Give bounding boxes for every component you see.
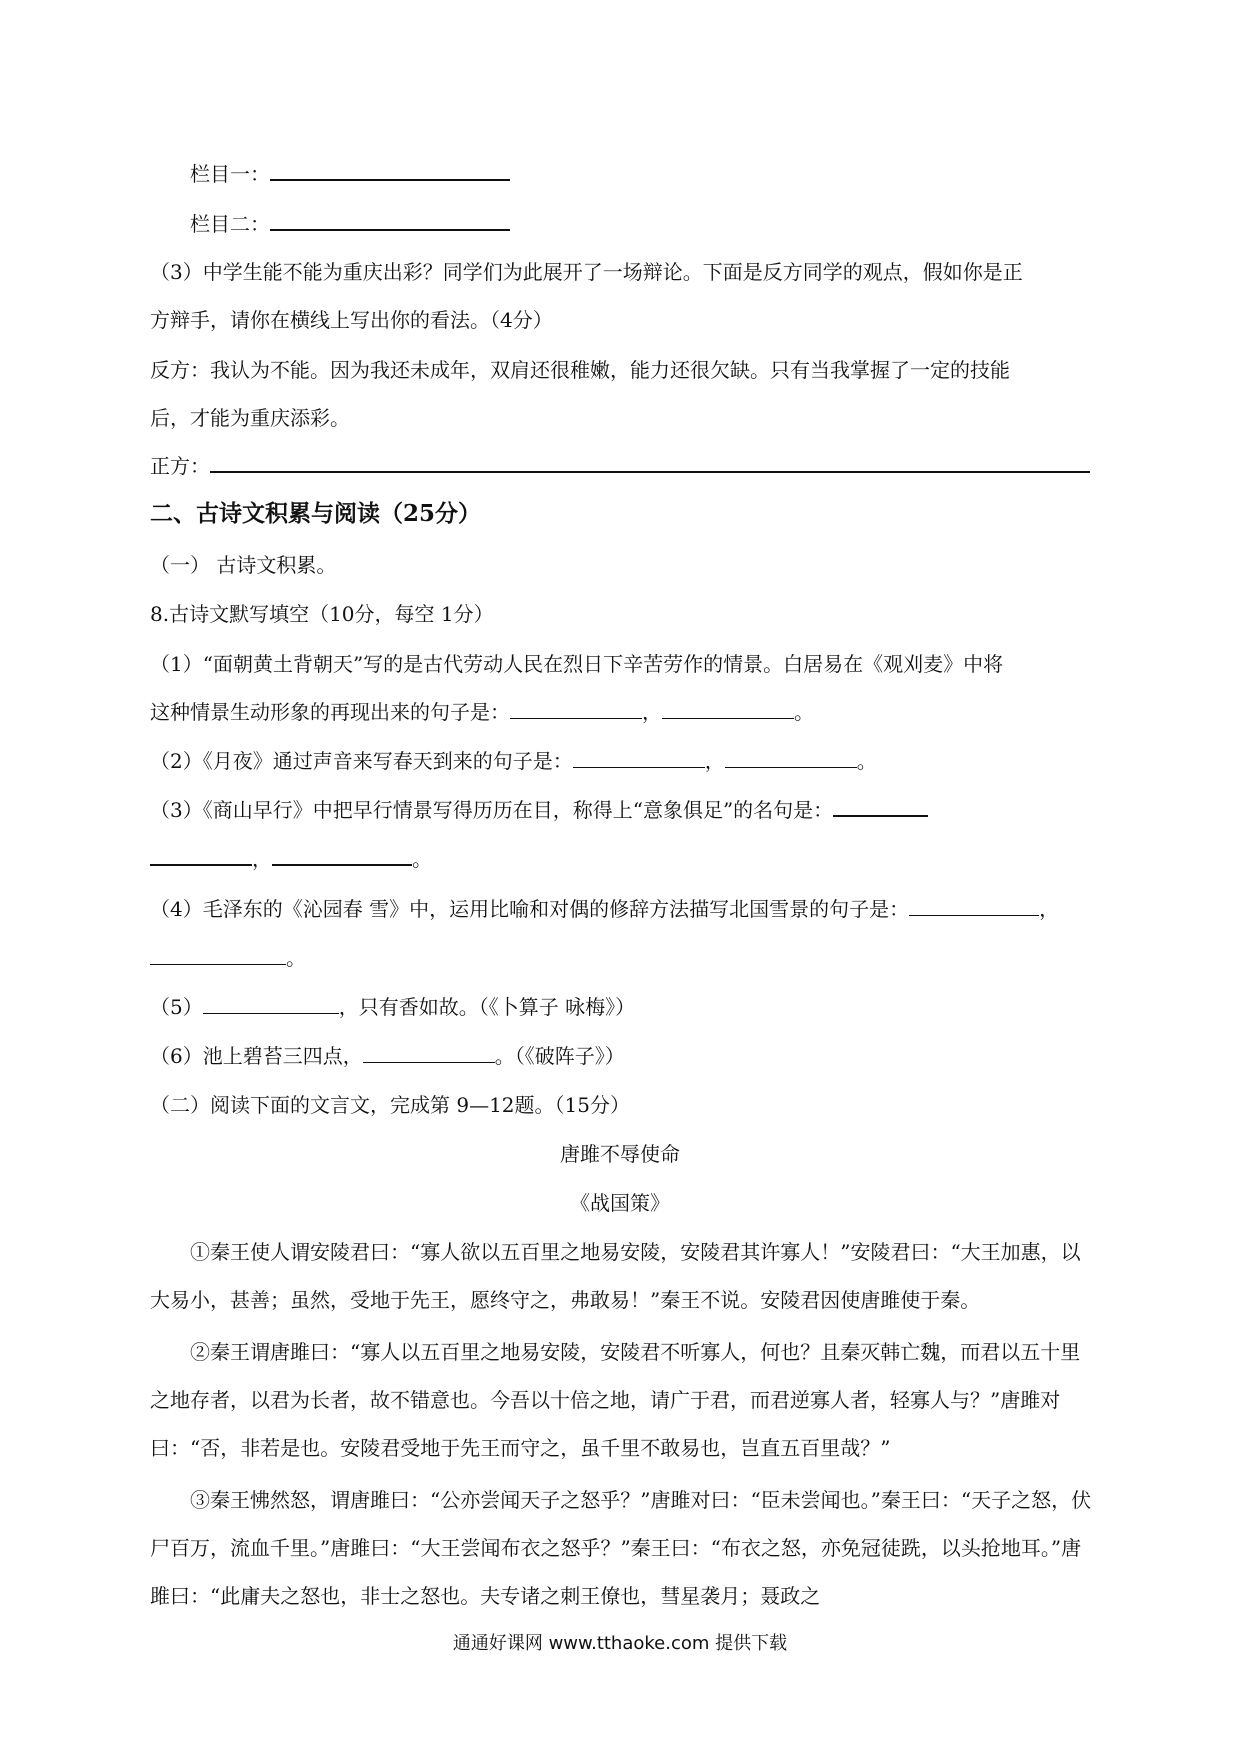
q8-1-text: 这种情景生动形象的再现出来的句子是： (150, 700, 510, 724)
q8-6-blank[interactable] (363, 1044, 495, 1063)
q8-2-text: （2）《月夜》通过声音来写春天到来的句子是： (150, 749, 573, 773)
q3-line1: （3）中学生能不能为重庆出彩？同学们为此展开了一场辩论。下面是反方同学的观点，假如你是正 (150, 260, 1023, 284)
q8-1-blank-a[interactable] (510, 700, 642, 719)
column2-label: 栏目二： (190, 212, 270, 236)
q8-5-line (150, 993, 635, 1021)
q8-6-line (150, 1042, 625, 1070)
passage-paragraph-3: ③秦王怫然怒，谓唐雎曰：“公亦尝闻天子之怒乎？”唐雎对曰：“臣未尝闻也。”秦王曰：“天子之怒，伏尸百万，流血千里。”唐雎曰：“大王尝闻布衣之怒乎？”秦王曰：“布衣之怒，亦免冠徒跣，以头抢地耳。”唐雎曰：“此庸夫之怒也，非士之怒也。夫专诸之刺王僚也，彗星袭月；聂政之 (150, 1488, 1092, 1608)
q8-4-blank-a[interactable] (909, 897, 1039, 916)
passage-title: 唐雎不辱使命 (560, 1142, 680, 1166)
q8-2-blank-a[interactable] (573, 749, 705, 768)
q8-4-line1 (150, 895, 1059, 923)
q8-2-line (150, 747, 877, 775)
q8-5-prefix: （5） (150, 995, 203, 1019)
pro-label: 正方： (150, 454, 210, 478)
pro-answer-blank[interactable] (210, 453, 1090, 473)
part1-title: （一） 古诗文积累。 (150, 553, 337, 577)
q8-3-line1 (150, 796, 928, 824)
section2-title: 二、古诗文积累与阅读（25分） (150, 500, 482, 527)
period: 。 (856, 749, 877, 773)
q8-4-line2 (150, 944, 306, 972)
part2-title: （二）阅读下面的文言文，完成第 9—12题。（15分） (150, 1093, 630, 1117)
comma: ， (704, 749, 725, 773)
column1-answer-blank[interactable] (270, 161, 510, 181)
q8-title: 8.古诗文默写填空（10分，每空 1分） (150, 602, 494, 626)
q8-6-prefix: （6）池上碧苔三四点， (150, 1044, 363, 1068)
column1-row (190, 160, 510, 188)
period: 。 (286, 946, 306, 970)
passage-paragraph-2: ②秦王谓唐雎曰：“寡人以五百里之地易安陵，安陵君不听寡人，何也？且秦灭韩亡魏，而君以五十里之地存者，以君为长者，故不错意也。今吾以十倍之地，请广于君，而君逆寡人者，轻寡人与？”唐雎对曰：“否，非若是也。安陵君受地于先王而守之，虽千里不敢易也，岂直五百里哉？” (150, 1340, 1081, 1460)
q8-6-suffix: 。（《破阵子》） (494, 1044, 625, 1068)
q8-1-line1: （1）“面朝黄土背朝天”写的是古代劳动人民在烈日下辛苦劳作的情景。白居易在《观刈麦》中将 (150, 652, 1004, 676)
q8-3-line2 (150, 845, 432, 873)
period: 。 (794, 700, 814, 724)
q8-1-line2 (150, 698, 814, 726)
column1-label: 栏目一： (190, 162, 270, 186)
q8-3-blank-b[interactable] (150, 846, 252, 866)
q8-3-blank-a[interactable] (833, 797, 928, 817)
comma: ， (1039, 897, 1060, 921)
footer-credit: 通通好课网 www.tthaoke.com 提供下载 (452, 1633, 788, 1654)
passage-paragraph-1: ①秦王使人谓安陵君曰：“寡人欲以五百里之地易安陵，安陵君其许寡人！”安陵君曰：“大王加惠，以大易小，甚善；虽然，受地于先王，愿终守之，弗敢易！”秦王不说。安陵君因使唐雎使于秦。 (150, 1240, 1081, 1312)
column2-answer-blank[interactable] (270, 211, 510, 231)
q8-4-blank-b[interactable] (150, 946, 286, 965)
comma: ， (252, 847, 272, 871)
q3-line2: 方辩手，请你在横线上写出你的看法。（4分） (150, 308, 553, 332)
passage-source: 《战国策》 (570, 1191, 670, 1215)
q8-5-blank[interactable] (203, 995, 339, 1014)
q8-3-text: （3）《商山早行》中把早行情景写得历历在目，称得上“意象俱足”的名句是： (150, 798, 834, 822)
comma: ， (642, 700, 662, 724)
q8-5-suffix: ，只有香如故。（《卜算子 咏梅》） (338, 995, 636, 1019)
q8-2-blank-b[interactable] (725, 749, 857, 768)
pro-row (150, 452, 1090, 480)
period: 。 (412, 847, 432, 871)
con-line2: 后，才能为重庆添彩。 (150, 406, 350, 430)
q8-4-text: （4）毛泽东的《沁园春 雪》中，运用比喻和对偶的修辞方法描写北国雪景的句子是： (150, 897, 910, 921)
q8-3-blank-c[interactable] (272, 846, 412, 866)
q8-1-blank-b[interactable] (662, 700, 794, 719)
column2-row (190, 210, 510, 238)
con-line1: 反方：我认为不能。因为我还未成年，双肩还很稚嫩，能力还很欠缺。只有当我掌握了一定的技能 (150, 358, 1010, 382)
